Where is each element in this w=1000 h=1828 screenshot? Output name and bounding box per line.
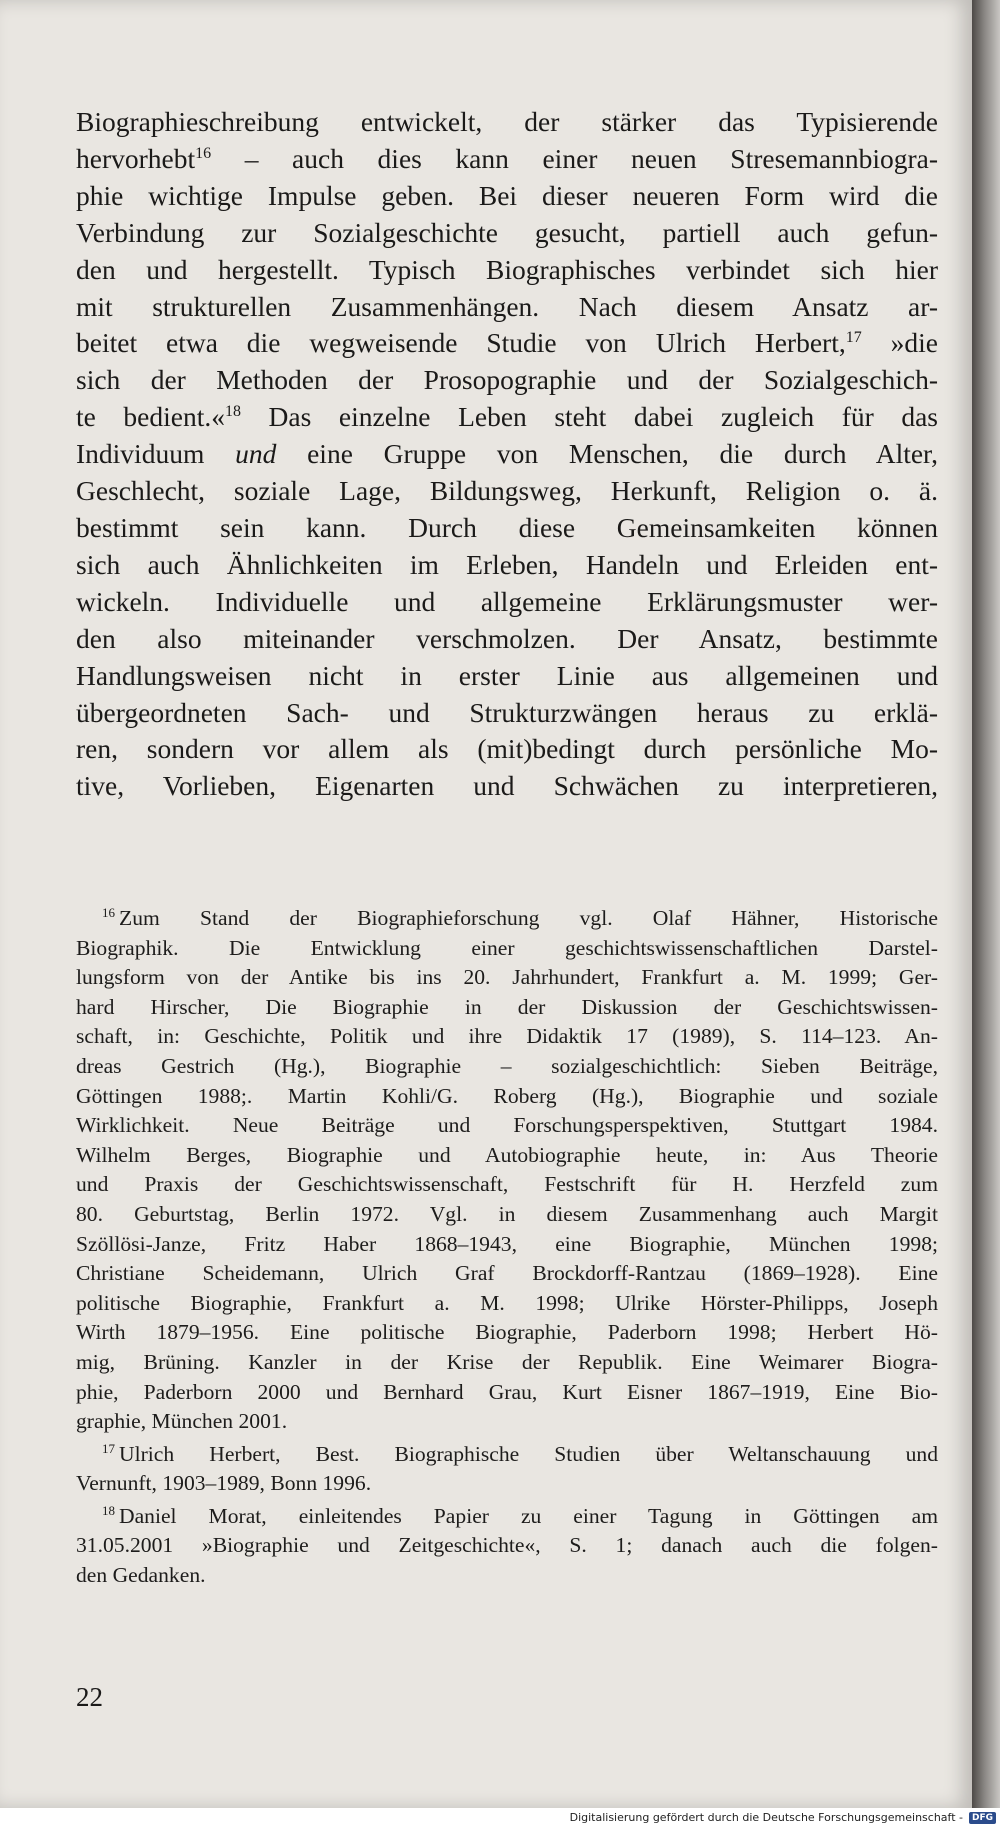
footnote-17 xyxy=(76,1440,938,1499)
footnote-line: politische Biographie, Frankfurt a. M. 1998; Ulrike Hörster-Philipps, Joseph xyxy=(76,1290,938,1315)
footnote-line: Vernunft, 1903–1989, Bonn 1996. xyxy=(76,1471,372,1496)
footnote-line: den Gedanken. xyxy=(76,1563,206,1588)
footnote-reference: 18 xyxy=(224,403,241,421)
footnote-line: lungsform von der Antike bis ins 20. Jahrhundert, Frankfurt a. M. 1999; Ger- xyxy=(76,965,938,990)
body-line: hervorhebt$^{16}$ – auch dies kann einer neuen Stresemannbiogra- xyxy=(76,142,938,174)
footnote-line: 31.05.2001 »Biographie und Zeitgeschichte«, S. 1; danach auch die folgen- xyxy=(76,1533,938,1558)
footnote-line: Wilhelm Berges, Biographie und Autobiographie heute, in: Aus Theorie xyxy=(76,1142,938,1167)
footnote-line: hard Hirscher, Die Biographie in der Diskussion der Geschichtswissen- xyxy=(76,994,938,1019)
footer-text: Digitalisierung gefördert durch die Deutsche Forschungsgemeinschaft - xyxy=(569,1811,963,1824)
body-line: Handlungsweisen nicht in erster Linie aus allgemeinen und xyxy=(76,659,938,691)
footnote-line: Christiane Scheidemann, Ulrich Graf Brockdorff-Rantzau (1869–1928). Eine xyxy=(76,1261,938,1286)
body-line: wickeln. Individuelle und allgemeine Erklärungsmuster wer- xyxy=(76,585,938,617)
footnotes-block xyxy=(76,904,938,1594)
footnote-16 xyxy=(76,904,938,1437)
body-line: übergeordneten Sach- und Strukturzwängen heraus zu erklä- xyxy=(76,696,938,728)
body-line: beitet etwa die wegweisende Studie von Ulrich Herbert,$^{17}$ »die xyxy=(76,327,938,359)
dfg-logo-icon: DFG xyxy=(969,1812,996,1824)
body-line: ren, sondern vor allem als (mit)bedingt durch persönliche Mo- xyxy=(76,733,938,765)
body-line: Individuum und eine Gruppe von Menschen, die durch Alter, xyxy=(76,438,938,470)
body-line: sich der Methoden der Prosopographie und der Sozialgeschich- xyxy=(76,364,938,396)
footnote-line: phie, Paderborn 2000 und Bernhard Grau, Kurt Eisner 1867–1919, Eine Bio- xyxy=(76,1379,938,1404)
footnote-line: 80. Geburtstag, Berlin 1972. Vgl. in diesem Zusammenhang auch Margit xyxy=(76,1201,938,1226)
footnote-reference: 17 xyxy=(845,329,862,347)
body-line: phie wichtige Impulse geben. Bei dieser neueren Form wird die xyxy=(76,179,938,211)
footnote-line: mig, Brüning. Kanzler in der Krise der Republik. Eine Weimarer Biogra- xyxy=(76,1349,938,1374)
page-edge-shadow xyxy=(972,0,1000,1808)
footnote-line: Szöllösi-Janze, Fritz Haber 1868–1943, eine Biographie, München 1998; xyxy=(76,1231,938,1256)
footnote-18 xyxy=(76,1502,938,1591)
footnote-line: $^{16}$ Zum Stand der Biographieforschung vgl. Olaf Hähner, Historische xyxy=(102,904,938,930)
body-line: Geschlecht, soziale Lage, Bildungsweg, Herkunft, Religion o. ä. xyxy=(76,475,938,507)
body-line: den und hergestellt. Typisch Biographisches verbindet sich hier xyxy=(76,253,938,285)
footnote-line: $^{17}$ Ulrich Herbert, Best. Biographische Studien über Weltanschauung und xyxy=(102,1440,938,1466)
footnote-line: dreas Gestrich (Hg.), Biographie – sozialgeschichtlich: Sieben Beiträge, xyxy=(76,1053,938,1078)
body-line: bestimmt sein kann. Durch diese Gemeinsamkeiten können xyxy=(76,511,938,543)
footnote-number: 16 xyxy=(102,904,115,920)
footnote-line: $^{18}$ Daniel Morat, einleitendes Papier zu einer Tagung in Göttingen am xyxy=(102,1502,938,1528)
footnote-line: schaft, in: Geschichte, Politik und ihre Didaktik 17 (1989), S. 114–123. An- xyxy=(76,1024,938,1049)
footnote-line: graphie, München 2001. xyxy=(76,1409,288,1434)
footnote-reference: 16 xyxy=(195,144,212,162)
footnote-line: Biographik. Die Entwicklung einer geschichtswissenschaftlichen Darstel- xyxy=(76,935,938,960)
body-line: tive, Vorlieben, Eigenarten und Schwächen zu interpretieren, xyxy=(76,770,938,802)
footnote-number: 18 xyxy=(102,1502,115,1518)
body-line: sich auch Ähnlichkeiten im Erleben, Handeln und Erleiden ent- xyxy=(76,548,938,580)
digitization-footer xyxy=(0,1808,1000,1828)
page-number: 22 xyxy=(76,1682,103,1712)
footnote-line: Wirth 1879–1956. Eine politische Biographie, Paderborn 1998; Herbert Hö- xyxy=(76,1320,938,1345)
main-text-block xyxy=(76,104,938,805)
body-line: Verbindung zur Sozialgeschichte gesucht, partiell auch gefun- xyxy=(76,216,938,248)
footnote-line: Wirklichkeit. Neue Beiträge und Forschungsperspektiven, Stuttgart 1984. xyxy=(76,1113,938,1138)
body-line: Biographieschreibung entwickelt, der stärker das Typisierende xyxy=(76,106,938,137)
footnote-number: 17 xyxy=(102,1440,115,1456)
footnote-line: und Praxis der Geschichtswissenschaft, Festschrift für H. Herzfeld zum xyxy=(76,1172,938,1197)
body-line: te bedient.«$^{18}$ Das einzelne Leben steht dabei zugleich für das xyxy=(76,401,938,433)
footnote-line: Göttingen 1988;. Martin Kohli/G. Roberg (Hg.), Biographie und soziale xyxy=(76,1083,938,1108)
body-line: den also miteinander verschmolzen. Der Ansatz, bestimmte xyxy=(76,622,938,654)
body-line: mit strukturellen Zusammenhängen. Nach diesem Ansatz ar- xyxy=(76,290,938,322)
